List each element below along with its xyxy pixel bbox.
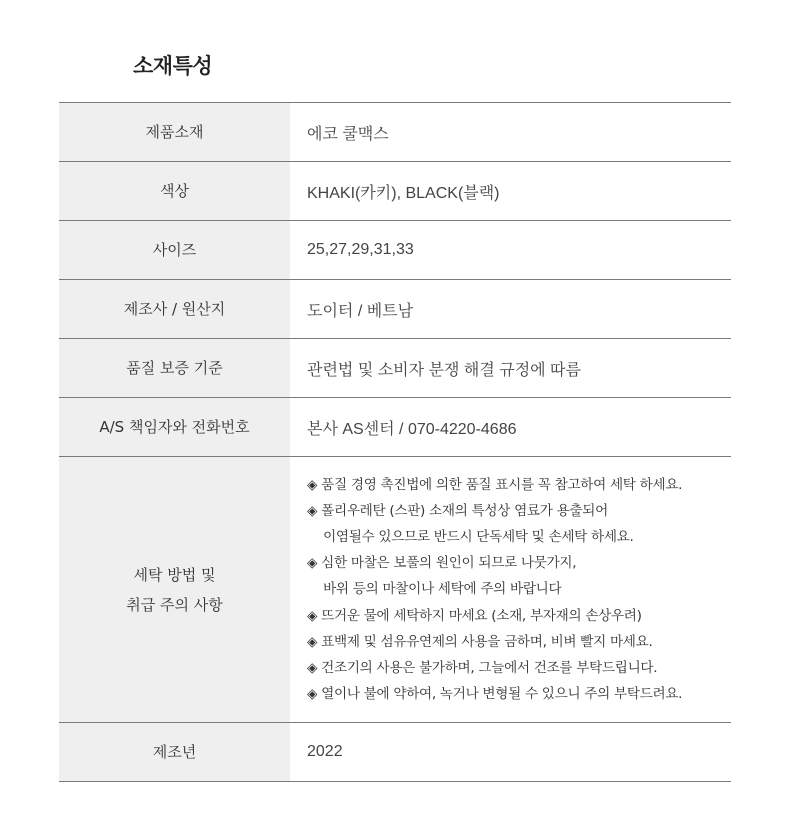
table-row-care bbox=[59, 457, 731, 723]
care-label-line: 취급 주의 사항 bbox=[126, 595, 223, 614]
row-label bbox=[59, 457, 290, 722]
row-value: 에코 쿨맥스 bbox=[307, 125, 389, 143]
care-instruction: ◈ 열이나 불에 약하여, 녹거나 변형될 수 있으니 주의 부탁드려요. bbox=[307, 686, 683, 703]
care-instruction: ◈ 표백제 및 섬유유연제의 사용을 금하며, 비벼 빨지 마세요. bbox=[307, 633, 653, 650]
row-value: 25,27,29,31,33 bbox=[307, 241, 414, 258]
care-instruction: 바위 등의 마찰이나 세탁에 주의 바랍니다 bbox=[307, 581, 562, 598]
row-label: 품질 보증 기준 bbox=[59, 339, 290, 397]
row-value: 본사 AS센터 / 070-4220-4686 bbox=[307, 420, 517, 438]
row-label: 제품소재 bbox=[59, 103, 290, 161]
care-instruction: ◈ 심한 마찰은 보풀의 원인이 되므로 나뭇가지, bbox=[307, 555, 577, 572]
row-label: 사이즈 bbox=[59, 221, 290, 279]
row-value: 도이터 / 베트남 bbox=[307, 302, 414, 320]
row-value bbox=[290, 457, 731, 722]
material-spec-table bbox=[59, 102, 731, 782]
care-instruction: ◈ 품질 경영 촉진법에 의한 품질 표시를 꼭 참고하여 세탁 하세요. bbox=[307, 476, 683, 493]
row-label: 제조사 / 원산지 bbox=[59, 280, 290, 338]
table-row-year bbox=[59, 723, 731, 782]
row-label: A/S 책임자와 전화번호 bbox=[59, 398, 290, 456]
row-value: KHAKI(카키), BLACK(블랙) bbox=[307, 184, 500, 202]
care-instruction: ◈ 뜨거운 물에 세탁하지 마세요 (소재, 부자재의 손상우려) bbox=[307, 607, 642, 624]
care-instruction: ◈ 폴리우레탄 (스판) 소재의 특성상 염료가 용출되어 bbox=[307, 502, 608, 519]
table-row-quality bbox=[59, 339, 731, 398]
care-instructions-list bbox=[307, 472, 682, 708]
table-row-manufacturer bbox=[59, 280, 731, 339]
table-row-size bbox=[59, 221, 731, 280]
table-row-as-contact bbox=[59, 398, 731, 457]
care-instruction: 이염될수 있으므로 반드시 단독세탁 및 손세탁 하세요. bbox=[307, 528, 634, 545]
care-label-line: 세탁 방법 및 bbox=[133, 565, 216, 584]
table-row-color bbox=[59, 162, 731, 221]
section-title: 소재특성 bbox=[133, 54, 213, 78]
care-instruction: ◈ 건조기의 사용은 불가하며, 그늘에서 건조를 부탁드립니다. bbox=[307, 660, 658, 676]
row-label: 색상 bbox=[59, 162, 290, 220]
row-value: 2022 bbox=[307, 743, 343, 760]
table-row-material bbox=[59, 103, 731, 162]
row-value: 관련법 및 소비자 분쟁 해결 규정에 따름 bbox=[307, 361, 581, 379]
row-label: 제조년 bbox=[59, 723, 290, 781]
